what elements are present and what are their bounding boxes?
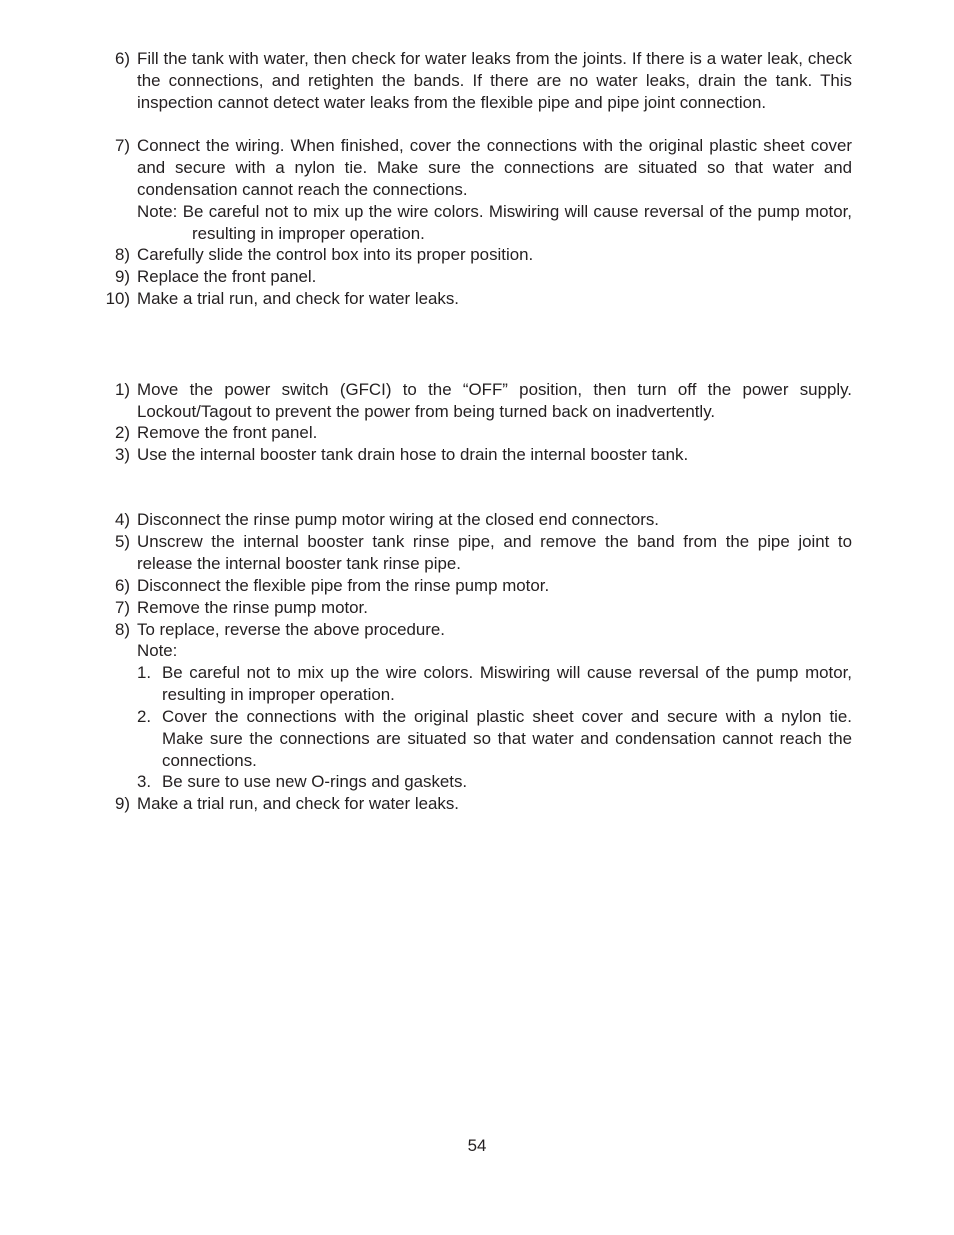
note-item-text: Be careful not to mix up the wire colors. Miswiring will cause reversal of the pump motor, resulting in improper operation. xyxy=(162,663,852,704)
list-item xyxy=(96,48,852,113)
note-item-text: Be sure to use new O-rings and gaskets. xyxy=(162,772,468,791)
list-item-text: Make a trial run, and check for water leaks. xyxy=(137,289,460,308)
list-item-number: 3) xyxy=(114,445,130,464)
list-item-number: 1) xyxy=(114,380,130,399)
list-item-number: 8) xyxy=(114,620,130,639)
list-item xyxy=(96,422,852,444)
list-item xyxy=(96,597,852,619)
list-item-text: Carefully slide the control box into its proper position. xyxy=(137,245,534,264)
list-item-number: 9) xyxy=(114,267,130,286)
note-item xyxy=(137,771,852,793)
list-item xyxy=(96,244,852,266)
list-item-text: Fill the tank with water, then check for water leaks from the joints. If there is a water leak, check the connections, and retighten the bands. If there are no water leaks, drain the tank. This inspection cannot detect water leaks from the flexible pipe and pipe joint connection. xyxy=(137,49,852,112)
note-label: Note: xyxy=(137,641,178,660)
list-item-text: Unscrew the internal booster tank rinse pipe, and remove the band from the pipe joint to release the internal booster tank rinse pipe. xyxy=(137,532,852,573)
page-number: 54 xyxy=(467,1136,487,1155)
list-item-number: 6) xyxy=(114,576,130,595)
list-item-text: Disconnect the flexible pipe from the rinse pump motor. xyxy=(137,576,550,595)
note-item-number: 3. xyxy=(137,772,152,791)
note-item-number: 2. xyxy=(137,707,152,726)
list-item-text: Move the power switch (GFCI) to the “OFF” position, then turn off the power supply. Lockout/Tagout to prevent the power from being turned back on inadvertently. xyxy=(137,380,852,421)
list-item-number: 6) xyxy=(114,49,130,68)
list-item xyxy=(96,793,852,815)
list-item-text: Disconnect the rinse pump motor wiring at the closed end connectors. xyxy=(137,510,660,529)
list-item-text: Make a trial run, and check for water leaks. xyxy=(137,794,460,813)
list-item xyxy=(96,509,852,531)
note-text: Note: Be careful not to mix up the wire colors. Miswiring will cause reversal of the pump motor, resulting in improper operation. xyxy=(137,202,852,243)
note-item-text: Cover the connections with the original plastic sheet cover and secure with a nylon tie. Make sure the connections are situated so that water and condensation cannot reach the connections. xyxy=(162,707,852,770)
list-item-text: Use the internal booster tank drain hose to drain the internal booster tank. xyxy=(137,445,689,464)
list-item xyxy=(96,531,852,575)
list-item-text: Connect the wiring. When finished, cover the connections with the original plastic sheet cover and secure with a nylon tie. Make sure the connections are situated so that water and condensation cannot reach the connections. xyxy=(137,136,852,199)
list-item-number: 7) xyxy=(114,598,130,617)
list-item-number: 9) xyxy=(114,794,130,813)
list-item-number: 7) xyxy=(114,136,130,155)
note-item-number: 1. xyxy=(137,663,152,682)
list-item xyxy=(96,135,852,200)
list-item-text: Replace the front panel. xyxy=(137,267,317,286)
list-item-number: 2) xyxy=(114,423,130,442)
list-item xyxy=(96,575,852,597)
list-item-number: 8) xyxy=(114,245,130,264)
list-item-text: Remove the front panel. xyxy=(137,423,318,442)
list-item-number: 5) xyxy=(114,532,130,551)
list-item xyxy=(96,444,852,466)
list-item-text: To replace, reverse the above procedure. xyxy=(137,620,445,639)
list-item-number: 4) xyxy=(114,510,130,529)
note-item xyxy=(137,662,852,706)
note-item xyxy=(137,706,852,771)
list-item xyxy=(96,288,852,310)
list-item xyxy=(96,619,852,641)
list-item xyxy=(96,266,852,288)
list-item-text: Remove the rinse pump motor. xyxy=(137,598,368,617)
list-item xyxy=(96,379,852,423)
list-item-number: 10) xyxy=(105,289,130,308)
